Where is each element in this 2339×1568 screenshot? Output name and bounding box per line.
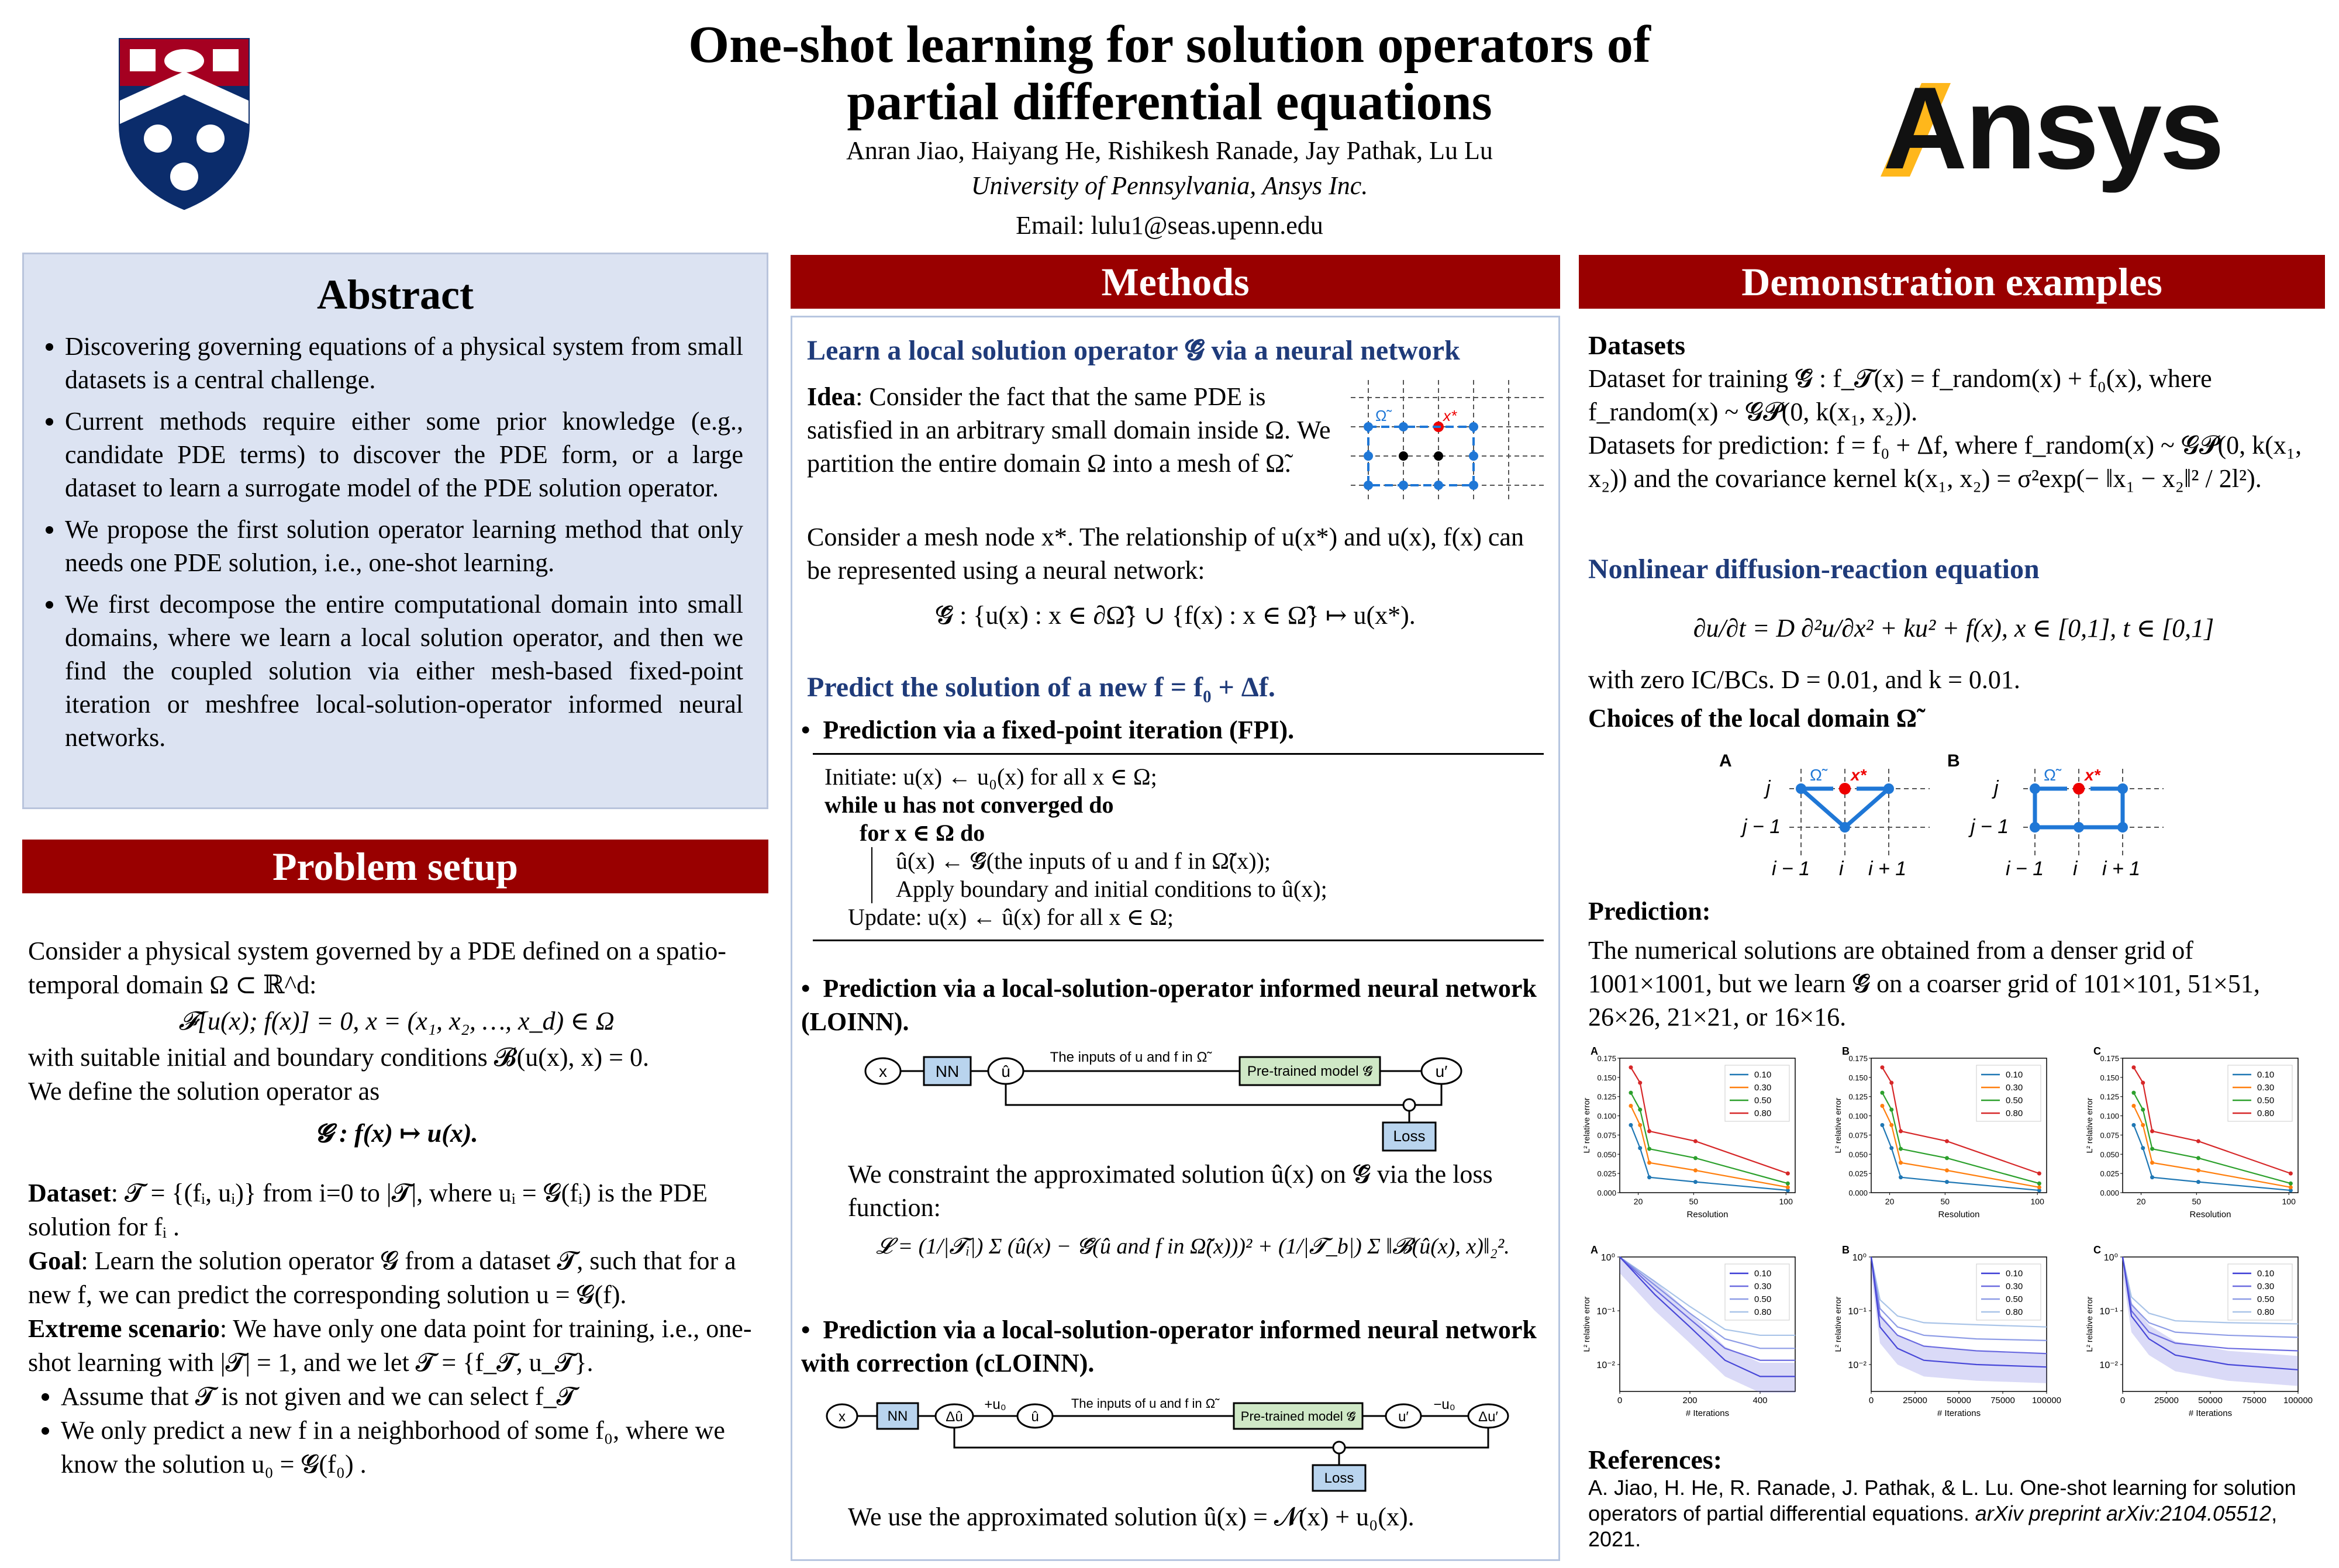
fpi-algorithm <box>813 753 1544 941</box>
extreme-paragraph <box>28 1312 765 1380</box>
chart-point <box>2141 1081 2145 1085</box>
chart-point <box>1899 1175 1903 1179</box>
chart-point <box>1899 1147 1903 1151</box>
chart-point <box>1693 1168 1698 1172</box>
chart-legend-label: 0.30 <box>2257 1083 2275 1093</box>
chart-xtick: 100 <box>1779 1197 1793 1206</box>
chart-xtick: 25000 <box>1903 1396 1927 1405</box>
chart-ytick: 10⁰ <box>1852 1253 1867 1263</box>
reference-text <box>1588 1475 2325 1552</box>
flow-plus-u0: +u₀ <box>984 1397 1006 1412</box>
goal-label: Goal <box>28 1246 81 1275</box>
abstract-item: • Discovering governing equations of a physical system from small datasets is a central challenge. <box>65 330 743 396</box>
fpi-title <box>801 713 1538 747</box>
chart-legend-label: 0.50 <box>1754 1294 1772 1304</box>
chart-ytick: 10⁻¹ <box>1848 1307 1867 1317</box>
penn-shield-logo <box>117 36 251 212</box>
ndr-equation: ∂u/∂t = D ∂²u/∂x² + ku² + f(x), x ∈ [0,1], t ∈ [0,1] <box>1693 614 2214 643</box>
loinn-flow-diagram <box>860 1047 1503 1158</box>
chart-legend-label: 0.80 <box>2006 1108 2023 1118</box>
chart-point <box>2141 1108 2145 1112</box>
prediction-text: The numerical solutions are obtained from a denser grid of 1001×1001, but we learn 𝓖̃ on a coarser grid of 101×101, 51×51, 26×26, 21×21, or 16×16. <box>1588 936 2260 1031</box>
chart-legend-label: 0.80 <box>2257 1307 2275 1317</box>
chart-ytick: 10⁻¹ <box>2099 1307 2118 1317</box>
problem-bullet: • Assume that 𝓣 is not given and we can select f_𝓣 <box>61 1380 765 1414</box>
chart-point <box>1647 1161 1651 1165</box>
stencil-a-label: A <box>1719 751 1732 771</box>
chart-xtick: 100 <box>2282 1197 2296 1206</box>
chart-ytick: 0.100 <box>1848 1111 1868 1121</box>
chart-point <box>2131 1091 2136 1095</box>
chart-ytick: 0.125 <box>1597 1092 1616 1101</box>
chart-ytick: 0.025 <box>2100 1169 2119 1179</box>
chart-xtick: 100000 <box>2283 1396 2313 1405</box>
definition-text: We define the solution operator as <box>28 1077 380 1106</box>
abstract-title: Abstract <box>317 271 474 318</box>
local-operator-subheading: Learn a local solution operator 𝓖̃ via a neural network <box>807 335 1460 366</box>
chart-ytick: 0.100 <box>1597 1111 1616 1121</box>
chart-point <box>1945 1180 1949 1184</box>
chart-panel-label: B <box>1842 1045 1850 1057</box>
algo-line: û(x) ← 𝓖̃(the inputs of u and f in Ω̃(x)); <box>896 848 1271 874</box>
chart-legend-label: 0.50 <box>2006 1096 2023 1106</box>
problem-setup-header: Problem setup <box>22 840 768 893</box>
chart-point <box>1629 1123 1633 1127</box>
chart-point <box>1629 1104 1633 1108</box>
flow-pretrained: Pre-trained model 𝓖̃ <box>1247 1063 1373 1079</box>
stencil-a-xstar: x* <box>1851 766 1867 784</box>
problem-intro: Consider a physical system governed by a PDE defined on a spatio-temporal domain Ω ⊂ ℝ^d: <box>28 937 726 999</box>
chart-xtick: 50 <box>2192 1197 2202 1206</box>
stencil-diagrams <box>1713 745 2181 886</box>
chart-ytick: 0.125 <box>2100 1092 2119 1101</box>
flow-nn: NN <box>887 1408 908 1424</box>
abstract-section <box>22 253 768 809</box>
idea-text: : Consider the fact that the same PDE is satisfied in an arbitrary small domain inside Ω. We partition the entire domain Ω into a mesh of Ω̃. <box>807 382 1331 478</box>
loinn-title-text: Prediction via a local-solution-operator informed neural network (LOINN). <box>801 974 1537 1036</box>
stencil-b-ip1: i + 1 <box>2102 858 2141 880</box>
abstract-list <box>24 330 767 754</box>
stencil-b-j1: j − 1 <box>1971 816 2009 838</box>
problem-setup-body <box>28 934 765 1481</box>
chart-point <box>1880 1104 1884 1108</box>
chart-point <box>2141 1123 2145 1127</box>
boundary-text: with suitable initial and boundary conditions 𝓑(u(x), x) = 0. <box>28 1043 650 1072</box>
chart-point <box>1945 1139 1949 1143</box>
chart-ytick: 0.075 <box>1597 1131 1616 1140</box>
chart-point <box>1638 1123 1642 1127</box>
chart-ytick: 0.150 <box>1848 1073 1868 1082</box>
algo-inner-block <box>871 847 1544 903</box>
chart-ylabel: L² relative error <box>1833 1296 1843 1352</box>
ref-year: , 2021. <box>1588 1501 2278 1551</box>
local-operator-equation: 𝓖̃ : {u(x) : x ∈ ∂Ω̃} ∪ {f(x) : x ∈ Ω̃} ↦ u(x*). <box>935 601 1416 630</box>
flow-nn: NN <box>935 1062 960 1080</box>
flow-x: x <box>839 1409 846 1425</box>
approx-paragraph: We use the approximated solution û(x) = 𝓝(x) + u₀(x). <box>848 1503 1415 1531</box>
chart-ytick: 0.000 <box>1597 1189 1616 1197</box>
ndr-bc: with zero IC/BCs. D = 0.01, and k = 0.01. <box>1588 665 2020 694</box>
dataset-text: : 𝓣 = {(fᵢ, uᵢ)} from i=0 to |𝓣|, where uᵢ = 𝓖(fᵢ) is the PDE solution for fᵢ . <box>28 1179 708 1241</box>
chart-xlabel: # Iterations <box>1937 1408 1981 1418</box>
chart-xtick: 75000 <box>1990 1396 2015 1405</box>
chart-xlabel: Resolution <box>1686 1210 1729 1220</box>
chart-xtick: 20 <box>1633 1197 1643 1206</box>
ref-journal: arXiv preprint arXiv:2104.05512 <box>1975 1501 2272 1525</box>
choices-title: Choices of the local domain Ω̃ <box>1588 704 1917 733</box>
chart-point <box>1889 1146 1893 1150</box>
abstract-item: • We first decompose the entire computational domain into small domains, where we learn a local solution operator, and then we find the coupled solution via either mesh-based fixed-point iteration or meshfree local-solution-operator informed neural networks. <box>65 588 743 754</box>
bullet-dot: • <box>801 974 823 1003</box>
chart-xtick: 100 <box>2030 1197 2044 1206</box>
chart-point <box>1693 1139 1698 1143</box>
stencil-a-j: j <box>1766 777 1771 799</box>
chart-legend-label: 0.10 <box>1754 1269 1772 1279</box>
chart-ytick: 0.150 <box>1597 1073 1616 1082</box>
stencil-b-omega: Ω̃ <box>2044 766 2056 784</box>
chart-point <box>2150 1175 2154 1179</box>
chart-xtick: 0 <box>2120 1396 2126 1405</box>
chart-point <box>2150 1161 2154 1165</box>
chart-point <box>1945 1168 1949 1172</box>
chart-panel-label: A <box>1591 1045 1598 1057</box>
mesh-diagram <box>1351 380 1544 503</box>
chart-point <box>1889 1108 1893 1112</box>
chart-point <box>1629 1065 1633 1069</box>
training-text: Dataset for training 𝓖̃ : f_𝓣(x) = f_random(x) + f₀(x), where f_random(x) ~ 𝓖𝓟(0, k(x₁, x₂)). <box>1588 364 2212 426</box>
constraint-paragraph: We constraint the approximated solution û(x) on 𝓖̃ via the loss function: <box>848 1160 1493 1222</box>
chart-legend-label: 0.80 <box>1754 1108 1772 1118</box>
references-block <box>1588 1444 2325 1552</box>
title-line-2: partial differential equations <box>847 73 1492 131</box>
chart-xtick: 50 <box>1940 1197 1950 1206</box>
chart-legend-label: 0.30 <box>2257 1282 2275 1291</box>
chart-legend-label: 0.80 <box>2257 1108 2275 1118</box>
stencil-a-ip1: i + 1 <box>1868 858 1907 880</box>
stencil-a-j1: j − 1 <box>1743 816 1781 838</box>
chart-point <box>1880 1123 1884 1127</box>
references-title: References: <box>1588 1445 1723 1474</box>
chart-legend-label: 0.80 <box>2006 1307 2023 1317</box>
chart-ytick: 0.025 <box>1597 1169 1616 1179</box>
chart-point <box>1786 1182 1790 1186</box>
charts-area <box>1579 1041 2333 1438</box>
chart-ytick: 0.025 <box>1848 1169 1868 1179</box>
chart-ytick: 0.075 <box>1848 1131 1868 1140</box>
chart-legend-label: 0.30 <box>2006 1282 2023 1291</box>
demo-header: Demonstration examples <box>1579 255 2325 309</box>
flow-inputs: The inputs of u and f in Ω̃ <box>1050 1049 1208 1065</box>
email: Email: lulu1@seas.upenn.edu <box>1016 211 1323 240</box>
cloinn-title-text: Prediction via a local-solution-operator informed neural network with correction (cLOINN). <box>801 1315 1537 1377</box>
problem-bullets <box>28 1380 765 1481</box>
prediction-title: Prediction: <box>1588 897 1711 925</box>
stencil-a-i1: i − 1 <box>1772 858 1810 880</box>
flow-loss: Loss <box>1393 1127 1426 1145</box>
chart-point <box>1899 1161 1903 1165</box>
chart-legend-label: 0.50 <box>1754 1096 1772 1106</box>
chart-ytick: 10⁻² <box>2099 1360 2118 1370</box>
chart-point <box>2131 1104 2136 1108</box>
chart-xtick: 50 <box>1689 1197 1699 1206</box>
chart-ytick: 10⁻² <box>1596 1360 1615 1370</box>
stencil-b-i1: i − 1 <box>2006 858 2044 880</box>
chart-xtick: 100000 <box>2031 1396 2062 1405</box>
chart-ytick: 0.075 <box>2100 1131 2119 1140</box>
chart-point <box>2150 1129 2154 1133</box>
charts-svg <box>1579 1041 2333 1438</box>
chart-ytick: 10⁰ <box>2103 1253 2118 1263</box>
chart-ylabel: L² relative error <box>1582 1097 1591 1153</box>
predict-subheading: Predict the solution of a new f = f₀ + Δf. <box>807 672 1275 703</box>
cloinn-title <box>801 1313 1538 1380</box>
chart-legend-label: 0.10 <box>2257 1269 2275 1279</box>
chart-xtick: 400 <box>1752 1396 1768 1405</box>
chart-panel-label: B <box>1842 1244 1850 1256</box>
chart-xtick: 20 <box>1885 1197 1895 1206</box>
flow-uhat: û <box>1031 1409 1039 1425</box>
chart-ylabel: L² relative error <box>2085 1296 2094 1352</box>
bullet-dot: • <box>801 1315 823 1344</box>
chart-point <box>1647 1129 1651 1133</box>
chart-point <box>1945 1156 1949 1160</box>
flow-minus-u0: −u₀ <box>1433 1397 1455 1412</box>
chart-ylabel: L² relative error <box>1582 1296 1591 1352</box>
chart-xlabel: Resolution <box>2189 1210 2231 1220</box>
chart-ytick: 10⁰ <box>1600 1253 1615 1263</box>
chart-point <box>1899 1129 1903 1133</box>
chart-point <box>2196 1156 2200 1160</box>
extreme-text: : We have only one data point for training, i.e., one-shot learning with |𝓣| = 1, and we let 𝓣 = {f_𝓣, u_𝓣}. <box>28 1314 752 1377</box>
flow-uprime: u′ <box>1398 1409 1409 1425</box>
chart-point <box>2131 1065 2136 1069</box>
chart-point <box>2289 1185 2293 1189</box>
chart-point <box>2150 1147 2154 1151</box>
chart-ytick: 0.050 <box>2100 1150 2119 1159</box>
chart-legend-label: 0.10 <box>2257 1070 2275 1080</box>
chart-point <box>1638 1108 1642 1112</box>
chart-point <box>1647 1175 1651 1179</box>
chart-point <box>1889 1081 1893 1085</box>
chart-xtick: 0 <box>1868 1396 1874 1405</box>
chart-point <box>2196 1168 2200 1172</box>
chart-ytick: 10⁻² <box>1848 1360 1867 1370</box>
chart-point <box>1638 1081 1642 1085</box>
chart-point <box>1786 1172 1790 1176</box>
chart-legend-label: 0.10 <box>2006 1269 2023 1279</box>
chart-legend-label: 0.30 <box>1754 1282 1772 1291</box>
affiliation: University of Pennsylvania, Ansys Inc. <box>971 171 1368 200</box>
bullet-dot: • <box>801 716 823 744</box>
chart-xtick: 200 <box>1682 1396 1698 1405</box>
datasets-title: Datasets <box>1588 330 1686 360</box>
flow-duprime: Δu′ <box>1478 1409 1498 1425</box>
chart-ytick: 0.175 <box>1848 1054 1868 1063</box>
chart-panel-label: C <box>2093 1045 2101 1057</box>
idea-label: Idea <box>807 382 856 411</box>
stencil-b-j: j <box>1994 777 1999 799</box>
abstract-item: • We propose the first solution operator learning method that only needs one PDE solution, i.e., one-shot learning. <box>65 513 743 579</box>
chart-point <box>2141 1146 2145 1150</box>
chart-point <box>1889 1123 1893 1127</box>
chart-legend-label: 0.30 <box>2006 1083 2023 1093</box>
chart-ytick: 0.000 <box>2100 1189 2119 1197</box>
chart-xtick: 75000 <box>2242 1396 2266 1405</box>
chart-legend-label: 0.10 <box>1754 1070 1772 1080</box>
operator-equation: 𝓖 : f(x) ↦ u(x). <box>315 1119 478 1148</box>
stencil-b-i: i <box>2073 858 2078 880</box>
authors: Anran Jiao, Haiyang He, Rishikesh Ranade, Jay Pathak, Lu Lu <box>846 136 1493 165</box>
chart-point <box>1693 1180 1698 1184</box>
chart-point <box>2196 1139 2200 1143</box>
chart-xtick: 20 <box>2136 1197 2146 1206</box>
stencil-a-i: i <box>1839 858 1844 880</box>
flow-loss: Loss <box>1324 1470 1354 1486</box>
flow-x: x <box>879 1062 887 1080</box>
chart-ytick: 10⁻¹ <box>1596 1307 1615 1317</box>
chart-legend-label: 0.10 <box>2006 1070 2023 1080</box>
chart-ytick: 0.000 <box>1848 1189 1868 1197</box>
chart-point <box>1786 1185 1790 1189</box>
stencil-a-omega: Ω̃ <box>1810 766 1822 784</box>
cloinn-flow-diagram <box>824 1394 1544 1499</box>
algo-line: for x ∈ Ω do <box>860 820 985 846</box>
dataset-label: Dataset <box>28 1179 111 1207</box>
chart-ytick: 0.100 <box>2100 1111 2119 1121</box>
abstract-item: • Current methods require either some prior knowledge (e.g., candidate PDE terms) to discover the PDE form, or a large dataset to learn a surrogate model of the PDE solution operator. <box>65 405 743 505</box>
chart-ylabel: L² relative error <box>1833 1097 1843 1153</box>
chart-point <box>1693 1156 1698 1160</box>
flow-duhat: Δû <box>946 1409 963 1425</box>
fpi-title-text: Prediction via a fixed-point iteration (FPI). <box>823 716 1295 744</box>
goal-text: : Learn the solution operator 𝓖 from a dataset 𝓣, such that for a new f, we can predict the corresponding solution u = 𝓖(f). <box>28 1246 736 1309</box>
chart-ytick: 0.150 <box>2100 1073 2119 1082</box>
chart-point <box>1638 1146 1642 1150</box>
methods-header: Methods <box>791 255 1560 309</box>
loss-equation: 𝓛 = (1/|𝓣ᵢ|) Σ (û(x) − 𝓖̃(û and f in Ω̃(x)))² + (1/|𝓣_b|) Σ ‖𝓑(û(x), x)‖₂². <box>876 1234 1510 1259</box>
chart-panel-label: A <box>1591 1244 1598 1256</box>
chart-xlabel: # Iterations <box>2188 1408 2233 1418</box>
chart-point <box>2289 1172 2293 1176</box>
chart-point <box>2131 1123 2136 1127</box>
omega-label: Ω̃ <box>1375 407 1387 424</box>
chart-legend-label: 0.30 <box>1754 1083 1772 1093</box>
chart-ytick: 0.175 <box>2100 1054 2119 1063</box>
chart-ytick: 0.050 <box>1848 1150 1868 1159</box>
loinn-title <box>801 972 1538 1038</box>
algo-line: Apply boundary and initial conditions to û(x); <box>896 876 1327 902</box>
poster-title <box>526 16 1813 131</box>
stencil-b-xstar: x* <box>2085 766 2100 784</box>
chart-xtick: 50000 <box>1947 1396 1971 1405</box>
chart-point <box>1880 1091 1884 1095</box>
algo-line: Initiate: u(x) ← u₀(x) for all x ∈ Ω; <box>824 764 1157 790</box>
flow-uprime: u′ <box>1435 1062 1448 1080</box>
chart-ylabel: L² relative error <box>2085 1097 2094 1153</box>
stencil-b-label: B <box>1947 751 1960 771</box>
chart-xtick: 0 <box>1617 1396 1623 1405</box>
pde-equation: 𝓕[u(x); f(x)] = 0, x = (x₁, x₂, …, x_d) ∈ Ω <box>178 1007 615 1035</box>
chart-ytick: 0.050 <box>1597 1150 1616 1159</box>
node-paragraph: Consider a mesh node x*. The relationship of u(x*) and u(x), f(x) can be represented using a neural network: <box>807 523 1524 585</box>
algo-line: while u has not converged do <box>824 792 1114 818</box>
chart-point <box>1629 1091 1633 1095</box>
prediction-block <box>1588 894 2319 1034</box>
xstar-label: x* <box>1443 407 1457 424</box>
chart-panel-label: C <box>2093 1244 2101 1256</box>
flow-pretrained: Pre-trained model 𝓖̃ <box>1240 1409 1356 1424</box>
flow-uhat: û <box>1001 1062 1010 1080</box>
datasets-block <box>1588 329 2319 495</box>
ansys-logo <box>1883 63 2223 194</box>
title-line-1: One-shot learning for solution operators of <box>688 16 1651 74</box>
chart-ytick: 0.175 <box>1597 1054 1616 1063</box>
chart-xlabel: # Iterations <box>1685 1408 1730 1418</box>
chart-xtick: 25000 <box>2154 1396 2179 1405</box>
chart-legend-label: 0.50 <box>2006 1294 2023 1304</box>
chart-point <box>2037 1185 2041 1189</box>
extreme-label: Extreme scenario <box>28 1314 220 1343</box>
ref-authors: A. Jiao, H. He, R. Ranade, J. Pathak, & L. Lu. One-shot learning for solution operators of partial differential equations. <box>1588 1476 2296 1525</box>
chart-legend-label: 0.50 <box>2257 1294 2275 1304</box>
ndr-title: Nonlinear diffusion-reaction equation <box>1588 554 2040 585</box>
ansys-logo-text: Ansys <box>1883 63 2223 194</box>
dataset-paragraph <box>28 1176 765 1244</box>
chart-legend-label: 0.50 <box>2257 1096 2275 1106</box>
goal-paragraph <box>28 1244 765 1312</box>
chart-xtick: 50000 <box>2198 1396 2223 1405</box>
chart-point <box>2037 1172 2041 1176</box>
chart-ytick: 0.125 <box>1848 1092 1868 1101</box>
chart-point <box>2037 1182 2041 1186</box>
problem-bullet: • We only predict a new f in a neighborhood of some f₀, where we know the solution u₀ = 𝓖(f₀) . <box>61 1414 765 1481</box>
prediction-datasets-text: Datasets for prediction: f = f₀ + Δf, where f_random(x) ~ 𝓖𝓟(0, k(x₁, x₂)) and the covariance kernel k(x₁, x₂) = σ²exp(− ‖x₁ − x₂‖² / 2l²). <box>1588 431 2302 493</box>
chart-xlabel: Resolution <box>1938 1210 1980 1220</box>
algo-line: Update: u(x) ← û(x) for all x ∈ Ω; <box>848 904 1174 930</box>
idea-paragraph <box>807 380 1345 480</box>
chart-point <box>2289 1182 2293 1186</box>
chart-point <box>1880 1065 1884 1069</box>
chart-point <box>2196 1180 2200 1184</box>
flow-inputs: The inputs of u and f in Ω̃ <box>1071 1396 1216 1411</box>
chart-legend-label: 0.80 <box>1754 1307 1772 1317</box>
chart-point <box>1647 1147 1651 1151</box>
